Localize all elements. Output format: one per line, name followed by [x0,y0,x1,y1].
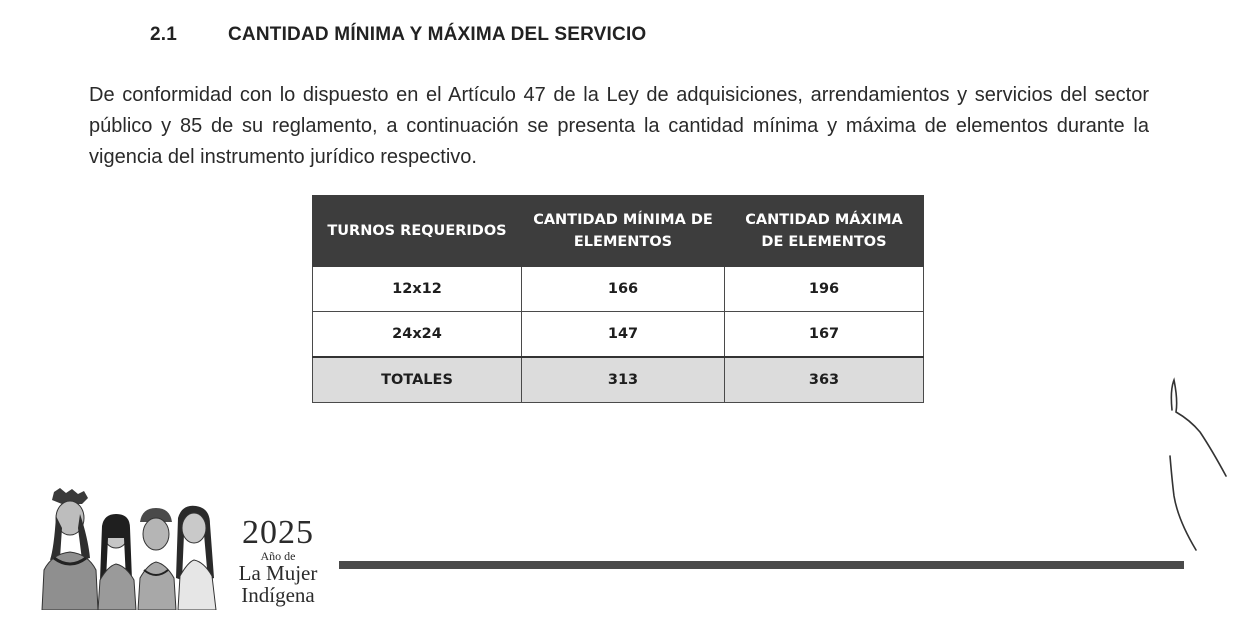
table-totals-row [313,357,924,403]
logo-line-la-mujer: La Mujer [238,561,318,585]
table-header-row [313,196,924,267]
table-cell-maxima: 167 [725,312,924,358]
woman-figure-3 [138,508,176,610]
table-cell-minima: 147 [522,312,725,358]
logo-line-indigena: Indígena [241,583,315,607]
section-heading [150,24,646,46]
column-header-minima: CANTIDAD MÍNIMA DE ELEMENTOS [522,196,725,267]
totals-label: TOTALES [313,357,522,403]
table-row [313,267,924,312]
totals-maxima: 363 [725,357,924,403]
woman-figure-2 [98,514,136,610]
column-header-turnos: TURNOS REQUERIDOS [313,196,522,267]
table-cell-turno: 12x12 [313,267,522,312]
logo-year: 2025 [242,514,314,551]
woman-figure-1 [42,488,98,610]
table-cell-maxima: 196 [725,267,924,312]
section-title: CANTIDAD MÍNIMA Y MÁXIMA DEL SERVICIO [228,24,647,45]
table-cell-turno: 24x24 [313,312,522,358]
year-logo [228,516,328,606]
column-header-maxima: CANTIDAD MÁXIMA DE ELEMENTOS [725,196,924,267]
handwritten-signature [1150,370,1240,555]
table-row [313,312,924,358]
intro-paragraph: De conformidad con lo dispuesto en el Artículo 47 de la Ley de adquisiciones, arrendamientos y servicios del sector público y 85 de su reglamento, a continuación se presenta la cantidad mínima y máxima de elementos durante la vigencia del instrumento jurídico respectivo. [89,84,1149,168]
woman-figure-4 [176,506,216,610]
section-number: 2.1 [150,24,178,45]
footer-rule [339,561,1184,569]
logo-line-ano-de: Año de [260,549,296,563]
totals-minima: 313 [522,357,725,403]
table-cell-minima: 166 [522,267,725,312]
service-quantity-table [312,195,924,403]
